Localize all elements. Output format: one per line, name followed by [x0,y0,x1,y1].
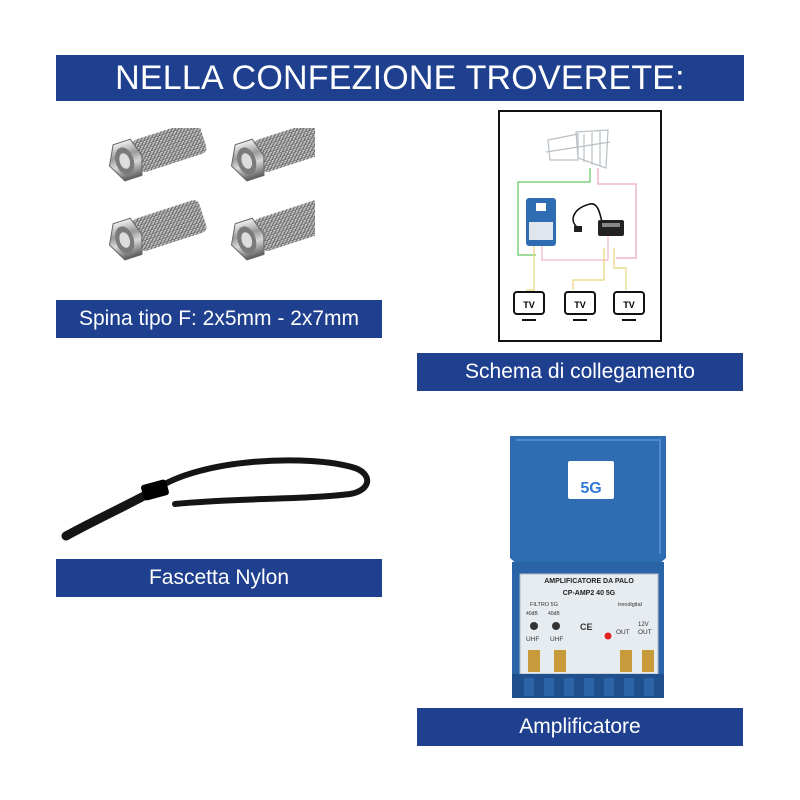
device-filter: FILTRO 5G [530,602,559,608]
f-connector [226,197,315,263]
wiring-diagram-image [498,110,662,342]
label-spina [56,300,382,338]
label-amplificatore-text: Amplificatore [519,715,641,738]
device-model: CP-AMP2 40 5G [562,590,616,597]
label-schema-text: Schema di collegamento [465,360,695,383]
device-uhf-label: UHF [526,636,540,643]
page-title: NELLA CONFEZIONE TROVERETE: [115,58,685,97]
device-gain: 40dB [526,611,538,617]
label-spina-text: Spina tipo F: 2x5mm - 2x7mm [78,307,360,330]
svg-text:TV: TV [623,300,635,310]
label-fascetta [56,559,382,597]
device-out-label: OUT [616,629,630,636]
device-brand: trendigital [618,602,642,608]
device-gain: 40dB [548,611,560,617]
device-title: AMPLIFICATORE DA PALO [544,578,634,585]
f-connector [226,128,315,184]
connector-icon [528,650,540,672]
label-schema [417,353,743,391]
label-amplificatore [417,708,743,746]
device-uhf-label: UHF [550,636,564,643]
label-fascetta-text: Fascetta Nylon [148,566,290,589]
svg-text:TV: TV [574,300,586,310]
cable-tie-image [60,448,375,543]
amplifier-mini-icon [526,198,556,246]
f-connector [104,128,209,184]
amplifier-image [508,436,668,698]
device-out-label: OUT [638,629,652,636]
device-power: 12V [638,622,649,628]
device-ce: CE [580,622,593,632]
f-connectors-image [95,128,315,293]
connector-icon [620,650,632,672]
page-title-banner [56,55,744,101]
5g-badge: 5G [568,461,614,499]
connector-icon [554,650,566,672]
f-connector [104,197,209,263]
svg-text:TV: TV [523,300,535,310]
connector-icon [642,650,654,672]
